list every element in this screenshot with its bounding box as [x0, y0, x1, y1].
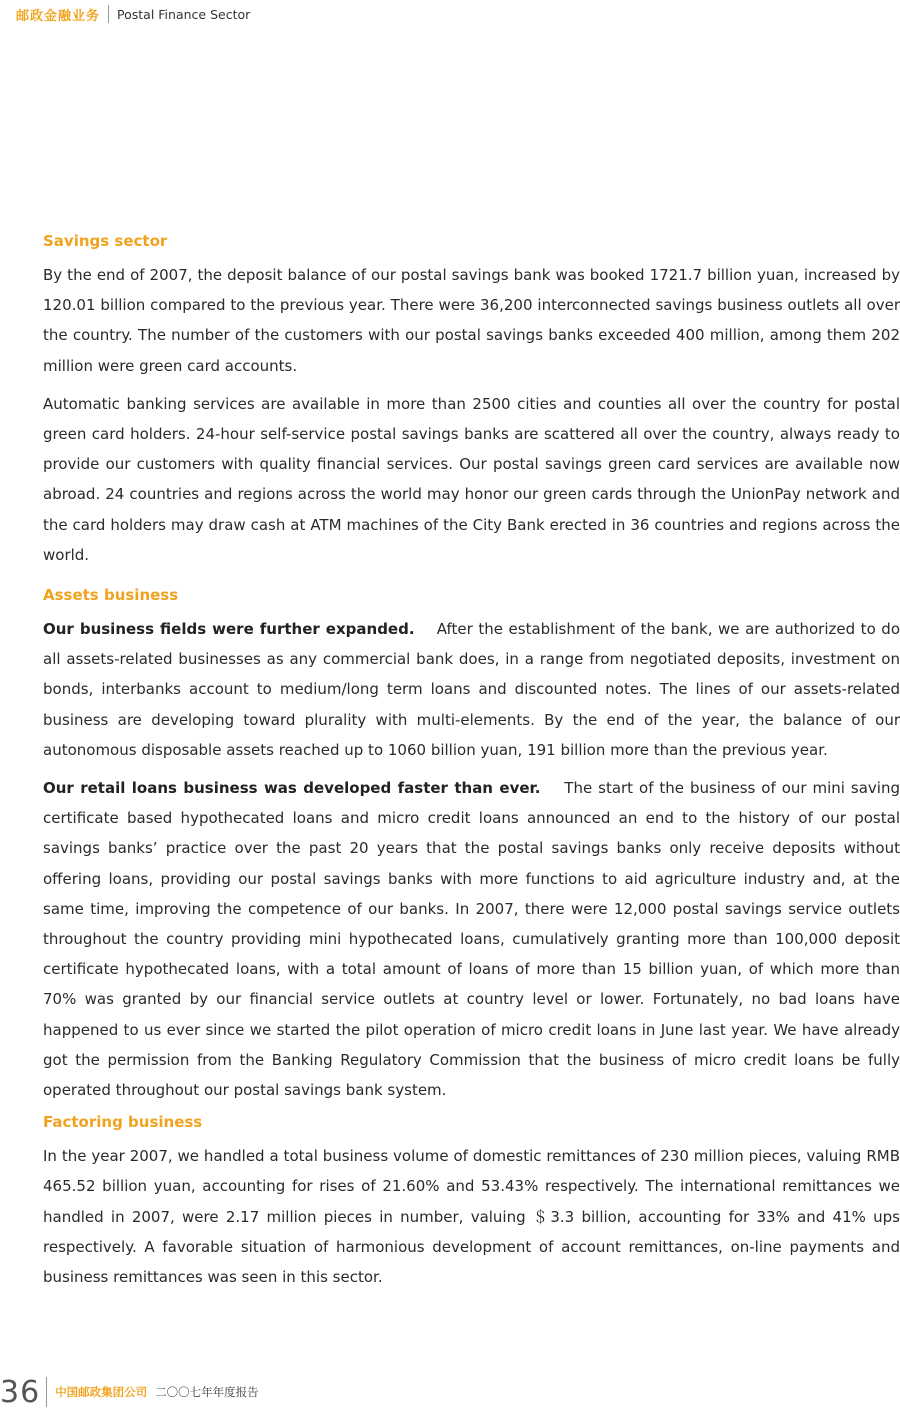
assets-paragraph-2: [43, 773, 900, 1105]
savings-section: [43, 230, 900, 570]
main-content: [43, 230, 900, 1300]
page-header: [16, 6, 250, 22]
assets-section: [43, 584, 900, 1105]
footer-divider: [46, 1377, 47, 1407]
savings-paragraph-1: By the end of 2007, the deposit balance of our postal savings bank was booked 1721.7 billion yuan, increased by 120.01 billion compared to the previous year. There were 36,200 interconnected savings business outlets all over the country. The number of the customers with our postal savings banks exceeded 400 million, among them 202 million were green card accounts.: [43, 266, 900, 375]
factoring-heading: Factoring business: [43, 1113, 203, 1132]
footer-report-title: 二〇〇七年年度报告: [155, 1385, 259, 1399]
header-title-cn: 邮政金融业务: [16, 8, 101, 24]
assets-paragraph-1: [43, 614, 900, 765]
assets-paragraph-1-lead: Our business fields were further expanded.: [43, 620, 415, 639]
footer-org-name: 中国邮政集团公司: [55, 1385, 148, 1399]
factoring-paragraph-1: In the year 2007, we handled a total business volume of domestic remittances of 230 million pieces, valuing RMB 465.52 billion yuan, accounting for rises of 21.60% and 53.43% respectively. The international remittances we handled in 2007, were 2.17 million pieces in number, valuing ＄3.3 billion, accounting for 33% and 41% ups respectively. A favorable situation of harmonious development of account remittances, on-line payments and business remittances was seen in this sector.: [43, 1147, 900, 1287]
savings-heading: Savings sector: [43, 232, 168, 250]
assets-paragraph-2-lead: Our retail loans business was developed faster than ever.: [43, 779, 541, 798]
header-divider: [108, 5, 109, 23]
header-title-en: Postal Finance Sector: [117, 6, 251, 22]
factoring-section: [43, 1111, 900, 1292]
assets-paragraph-1-body: After the establishment of the bank, we are authorized to do all assets-related businesses as any commercial bank does, in a range from negotiated deposits, investment on bonds, interbanks account to medium/long term loans and discounted notes. The lines of our assets-related business are developing toward plurality with multi-elements. By the end of the year, the balance of our autonomous disposable assets reached up to 1060 billion yuan, 191 billion more than the previous year.: [43, 620, 900, 759]
page-footer: [0, 1374, 259, 1410]
assets-heading: Assets business: [43, 586, 179, 605]
page-number: 36: [0, 1374, 41, 1410]
assets-paragraph-2-body: The start of the business of our mini saving certificate based hypothecated loans and micro credit loans announced an end to the history of our postal savings banks’ practice over the past 20 years that the postal savings banks only receive deposits without offering loans, providing our postal savings banks with more functions to aid agriculture industry and, at the same time, improving the competence of our banks. In 2007, there were 12,000 postal savings service outlets throughout the country providing mini hypothecated loans, cumulatively granting more than 100,000 deposit certificate hypothecated loans, with a total amount of loans of more than 15 billion yuan, of which more than 70% was granted by our financial service outlets at country level or lower. Fortunately, no bad loans have happened to us ever since we started the pilot operation of micro credit loans in June last year. We have already got the permission from the Banking Regulatory Commission that the business of micro credit loans be fully operated throughout our postal savings bank system.: [43, 779, 900, 1100]
savings-paragraph-2: Automatic banking services are available in more than 2500 cities and counties all over the country for postal green card holders. 24-hour self-service postal savings banks are scattered all over the country, always ready to provide our customers with quality financial services. Our postal savings green card services are available now abroad. 24 countries and regions across the world may honor our green cards through the UnionPay network and the card holders may draw cash at ATM machines of the City Bank erected in 36 countries and regions across the world.: [43, 394, 900, 564]
